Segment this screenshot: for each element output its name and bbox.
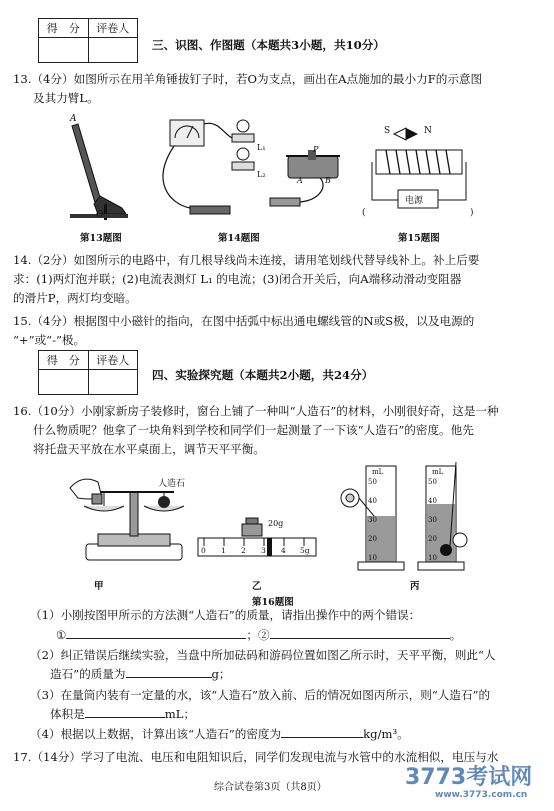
q16-sub2-line1: （2）纠正错误后继续实验，当盘中所加砝码和游码位置如图乙所示时，天平平衡，则此“人 [30, 648, 496, 662]
cyl2-tick-20: 20 [428, 535, 437, 543]
cyl2-tick-30: 30 [428, 516, 437, 524]
mid-score-box [38, 350, 138, 395]
q16-sub2-line2 [50, 665, 231, 683]
q16-sub2-unit: g； [211, 667, 231, 681]
density-blank[interactable] [281, 725, 363, 738]
cyl1-tick-30: 30 [368, 516, 377, 524]
score-cell [39, 38, 89, 63]
q17-line1: 17.（14分）学习了电流、电压和电阻知识后，同学们发现电流与水管中的水流相似，电压与水 [13, 750, 499, 764]
q14-line3: 的滑片P，两灯均变暗。 [13, 291, 137, 305]
q16-line2: 什么物质呢？他拿了一块角料到学校和同学们一起测量了一下该“人造石”的密度。他先 [33, 423, 474, 437]
mass-blank[interactable] [126, 665, 212, 678]
cyl1-tick-40: 40 [368, 497, 377, 505]
score-label: 得 分 [39, 351, 89, 370]
fig15-paren-right: ) [470, 208, 474, 218]
q15-line1: 15.（4分）根据图中小磁针的指向，在图中括弧中标出通电螺线管的N或S极，以及电源的 [13, 314, 475, 328]
fig13-caption: 第13题图 [80, 233, 122, 244]
page-footer: 综合试卷第3页（共8页） [214, 782, 327, 793]
q15-line2: “+”或“-”极。 [13, 333, 86, 347]
blank-end: 。 [449, 628, 462, 642]
blank-mark-1: ① [56, 628, 67, 642]
volume-blank[interactable] [85, 705, 165, 718]
cyl2-tick-10: 10 [428, 554, 437, 562]
q14-line1: 14.（2分）如图所示的电路中，有几根导线尚未连接，请用笔划线代替导线补上。补上后要 [13, 253, 480, 267]
q13-line2: 及其力臂L。 [33, 91, 99, 105]
fig15-label-s: S [384, 126, 391, 136]
fig15-power-label: 电源 [405, 196, 424, 206]
fig14-label-b: B [325, 176, 331, 185]
fig14-label-l2: L₂ [257, 170, 266, 179]
cyl2-unit: mL [432, 468, 444, 476]
fig16-stone-label: 人造石 [158, 479, 186, 489]
q16-sub3-line1: （3）在量筒内装有一定量的水，该“人造石”放入前、后的情况如图丙所示，则“人造石”的 [30, 688, 491, 702]
grader-cell [88, 38, 138, 63]
fig14-label-a: A [297, 176, 303, 185]
q14-line2: 求：(1)两灯泡并联；(2)电流表测灯 L₁ 的电流；(3)闭合开关后，向A端移动滑动变阻器 [13, 272, 462, 286]
q16-sub4-text: （4）根据以上数据，计算出该“人造石”的密度为 [30, 727, 282, 741]
q16-sub2-text: 造石”的质量为 [50, 667, 126, 681]
ruler-tick-5: 5g [300, 546, 310, 555]
fig14-label-p: P [313, 145, 319, 154]
fig16-caption: 第16题图 [252, 597, 294, 608]
q16-sub1-answers [56, 626, 461, 644]
fig16-label-jia: 甲 [94, 581, 104, 592]
fig15-caption: 第15题图 [398, 233, 440, 244]
cyl2-tick-40: 40 [428, 497, 437, 505]
fig14-circuit-figure [160, 112, 350, 222]
fig15-paren-left: ( [362, 208, 366, 218]
ruler-tick-1: 1 [221, 546, 226, 555]
section3-title: 三、识图、作图题（本题共3小题，共10分） [152, 38, 385, 52]
error2-blank[interactable] [270, 626, 450, 639]
cyl1-tick-20: 20 [368, 535, 377, 543]
fig16-label-yi: 乙 [252, 581, 262, 592]
cyl2-tick-50: 50 [428, 478, 437, 486]
top-score-box [38, 18, 138, 63]
fig16-label-bing: 丙 [410, 581, 420, 592]
grader-cell [88, 370, 138, 395]
fig14-caption: 第14题图 [218, 233, 260, 244]
score-cell [39, 370, 89, 395]
cyl1-unit: mL [372, 468, 384, 476]
cyl1-tick-50: 50 [368, 478, 377, 486]
watermark-url: www.3773.com.cn [435, 790, 528, 800]
fig14-label-l1: L₁ [257, 143, 266, 152]
blank-mark-2: ；② [246, 628, 270, 642]
ruler-tick-4: 4 [281, 546, 286, 555]
fig16-weight-label: 20g [268, 519, 284, 528]
q16-sub1: （1）小刚按图甲所示的方法测“人造石”的质量，请指出操作中的两个错误： [30, 608, 421, 622]
q16-line3: 将托盘天平放在水平桌面上，调节天平平衡。 [33, 442, 265, 456]
q16-sub3-text: 体积是 [50, 707, 85, 721]
fig13-label-a: A [70, 114, 77, 124]
fig16-cylinders-figure [340, 458, 470, 574]
section4-title: 四、实验探究题（本题共2小题，共24分） [152, 368, 374, 382]
q16-sub3-line2 [50, 705, 195, 723]
fig13-hammer-figure [60, 112, 140, 222]
ruler-tick-2: 2 [241, 546, 246, 555]
error1-blank[interactable] [66, 626, 246, 639]
score-label: 得 分 [39, 19, 89, 38]
q16-sub3-unit: mL； [164, 707, 196, 721]
grader-label: 评卷人 [88, 19, 138, 38]
ruler-tick-0: 0 [201, 546, 206, 555]
cyl1-tick-10: 10 [368, 554, 377, 562]
q16-sub4-unit: kg/m³。 [363, 727, 409, 741]
ruler-tick-3: 3 [261, 546, 266, 555]
q16-sub4 [30, 725, 409, 743]
watermark-logo: 3773考试网 [405, 765, 533, 790]
fig13-label-o: O [96, 210, 104, 220]
q13-line1: 13.（4分）如图所示在用羊角锤拔钉子时，若O为支点，画出在A点施加的最小力F的示意图 [13, 72, 483, 86]
grader-label: 评卷人 [88, 351, 138, 370]
fig15-label-n: N [424, 126, 432, 136]
q16-line1: 16.（10分）小刚家新房子装修时，窗台上铺了一种叫“人造石”的材料，小刚很好奇，这是一种 [13, 404, 499, 418]
